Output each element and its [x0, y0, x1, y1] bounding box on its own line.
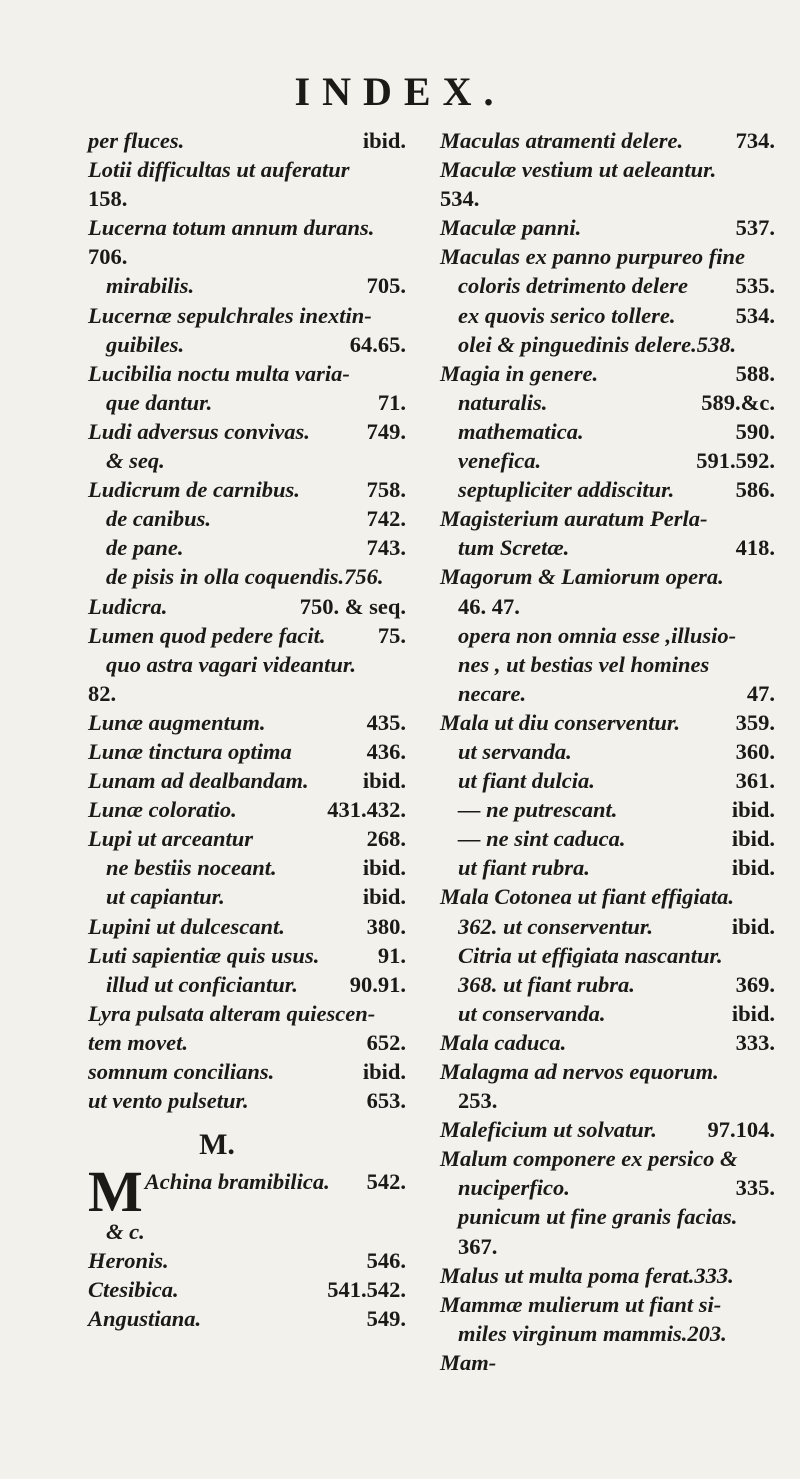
index-entry [440, 737, 775, 766]
entry-page-ref [398, 562, 406, 591]
entry-term: Citria ut effigiata nascantur. [458, 942, 723, 968]
index-entry [88, 330, 406, 359]
entry-page-ref [398, 184, 406, 213]
entry-term: Malagma ad nervos equorum. [440, 1059, 719, 1084]
entry-term: ex quovis serico tollere. [458, 302, 676, 328]
entry-term: ut servanda. [458, 738, 572, 764]
index-entry [440, 824, 775, 853]
index-entry [440, 1057, 775, 1086]
entry-term: Angustiana. [88, 1306, 202, 1332]
index-entry [88, 592, 406, 621]
index-entry [440, 1086, 775, 1115]
index-entry [440, 359, 775, 388]
index-entry [440, 1173, 775, 1202]
entry-page-ref: 535. [735, 273, 775, 299]
entry-term: Lumen quod pedere facit. [88, 622, 326, 648]
entry-page-ref: 705. [366, 273, 406, 299]
entry-page-ref: 436. [366, 738, 406, 764]
entry-page-ref [767, 1086, 775, 1115]
entry-page-ref: 750. & seq. [299, 593, 406, 619]
dropcap-entry [88, 1159, 406, 1225]
entry-page-ref: ibid. [362, 855, 406, 881]
index-entry [440, 242, 775, 271]
index-entry [440, 882, 775, 911]
entry-page-ref: 534. [735, 302, 775, 328]
entry-page-ref: ibid. [731, 1000, 775, 1026]
index-entry [88, 155, 406, 184]
entry-term: Maleficium ut solvatur. [440, 1117, 657, 1143]
entry-term: 706. [88, 244, 128, 270]
entry-term: Luti sapientiæ quis usus. [88, 942, 320, 968]
index-entry [88, 242, 406, 271]
entry-page-ref: ibid. [362, 128, 406, 153]
index-entry [440, 679, 775, 708]
entry-page-ref: 541.542. [327, 1277, 406, 1303]
entry-page-ref: 586. [735, 477, 775, 503]
entry-page-ref [398, 242, 406, 271]
entry-page-ref: ibid. [362, 1059, 406, 1084]
entry-term: Heronis. [88, 1248, 169, 1274]
entry-page-ref [767, 1202, 775, 1231]
entry-term: 82. [88, 680, 117, 706]
index-entry [440, 330, 775, 359]
entry-page-ref [767, 1348, 775, 1377]
index-entry [88, 271, 406, 300]
entry-page-ref [398, 359, 406, 388]
entry-term: Maculæ vestium ut aeleantur. [440, 157, 717, 183]
entry-page-ref: 75. [377, 622, 406, 648]
entry-page-ref: ibid. [731, 913, 775, 939]
entry-page-ref [767, 562, 775, 591]
index-entry [440, 999, 775, 1028]
entry-term: de pisis in olla coquendis.756. [106, 564, 384, 590]
entry-term: & c. [106, 1219, 145, 1245]
entry-term: — ne putrescant. [458, 797, 618, 823]
entry-term: Lucernæ sepulchrales inextin- [88, 302, 372, 328]
index-entry [440, 213, 775, 242]
index-entry [440, 126, 775, 155]
entry-page-ref: 749. [366, 418, 406, 444]
entry-term: & seq. [106, 448, 165, 474]
index-entry [88, 213, 406, 242]
entry-page-ref: 359. [735, 709, 775, 735]
entry-page-ref [767, 155, 775, 184]
entry-term: Malus ut multa poma ferat.333. [440, 1262, 734, 1288]
entry-term: Ctesibica. [88, 1277, 179, 1303]
entry-page-ref [767, 330, 775, 359]
index-entry [88, 941, 406, 970]
entry-page-ref: 589.&c. [701, 389, 775, 415]
index-entry [440, 1028, 775, 1057]
entry-term: — ne sint caduca. [458, 826, 626, 852]
entry-page-ref: 542. [366, 1169, 406, 1195]
entry-term: Lotii difficultas ut auferatur [88, 157, 350, 183]
index-entry [88, 1217, 406, 1246]
entry-term: Lucibilia noctu multa varia- [88, 360, 350, 386]
entry-term: ut capiantur. [106, 884, 225, 910]
index-entry [440, 1202, 775, 1231]
entry-term: Magisterium auratum Perla- [440, 506, 708, 532]
entry-term: nes , ut bestias vel homines [458, 651, 710, 677]
index-entry [440, 184, 775, 213]
entry-page-ref [398, 446, 406, 475]
index-entry [88, 650, 406, 679]
entry-term: Lunæ coloratio. [88, 797, 237, 823]
entry-term: 362. ut conserventur. [458, 913, 654, 939]
entry-term: Maculæ panni. [440, 215, 582, 241]
entry-term: guibiles. [106, 331, 185, 357]
entry-term: 253. [458, 1088, 498, 1114]
entry-term: tem movet. [88, 1029, 188, 1055]
entry-page-ref [767, 621, 775, 650]
entry-term: Lunæ augmentum. [88, 709, 266, 735]
entry-page-ref [767, 882, 775, 911]
dropcap-letter: M [88, 1159, 143, 1225]
index-entry [440, 533, 775, 562]
index-entry [88, 533, 406, 562]
entry-page-ref: 71. [377, 389, 406, 415]
entry-page-ref: 549. [366, 1306, 406, 1332]
index-entry [440, 475, 775, 504]
index-entry [88, 417, 406, 446]
entry-page-ref [767, 1232, 775, 1261]
index-entry [88, 737, 406, 766]
entry-page-ref [767, 941, 775, 970]
entry-term: Mala ut diu conserventur. [440, 709, 681, 735]
entry-page-ref: 653. [366, 1088, 406, 1114]
entry-page-ref: 537. [735, 215, 775, 241]
entry-term: Mammæ mulierum ut fiant si- [440, 1291, 722, 1317]
entry-term: Lyra pulsata alteram quiescen- [88, 1000, 376, 1026]
entry-page-ref [767, 184, 775, 213]
entry-page-ref: ibid. [362, 884, 406, 910]
entry-page-ref: 591.592. [696, 448, 775, 474]
entry-term: Magia in genere. [440, 360, 599, 386]
entry-page-ref [398, 679, 406, 708]
entry-term: Magorum & Lamiorum opera. [440, 564, 724, 590]
index-entry [440, 941, 775, 970]
entry-term: 534. [440, 186, 480, 212]
entry-page-ref: 97.104. [707, 1117, 775, 1143]
section-letter: M. [199, 1128, 235, 1162]
index-entry [88, 1086, 406, 1115]
entry-page-ref: 64.65. [349, 331, 406, 357]
entry-term: Achina bramibilica. [144, 1169, 330, 1195]
entry-term: necare. [458, 680, 527, 706]
index-entry [88, 912, 406, 941]
entry-term: coloris detrimento delere [458, 273, 688, 299]
index-entry [88, 766, 406, 795]
entry-term: Ludicrum de carnibus. [88, 477, 300, 503]
index-entry [440, 271, 775, 300]
index-entry [88, 795, 406, 824]
entry-page-ref [767, 1261, 775, 1290]
right-column [440, 126, 775, 1377]
entry-term: Lupi ut arceantur [88, 826, 254, 852]
entry-term: 368. ut fiant rubra. [458, 971, 635, 997]
page-header: INDEX. [294, 69, 506, 114]
index-entry [88, 1304, 406, 1333]
entry-page-ref: 369. [735, 971, 775, 997]
entry-term: ne bestiis noceant. [106, 855, 277, 881]
entry-page-ref: 91. [377, 942, 406, 968]
entry-page-ref: 90.91. [349, 971, 406, 997]
entry-page-ref: ibid. [731, 797, 775, 823]
entry-term: Ludicra. [88, 593, 168, 619]
entry-page-ref [767, 242, 775, 271]
entry-term: ut vento pulsetur. [88, 1088, 249, 1114]
entry-term: quo astra vagari videantur. [106, 651, 357, 677]
index-entry [88, 970, 406, 999]
entry-term: Mala caduca. [440, 1029, 567, 1055]
entry-term: Maculas atramenti delere. [440, 128, 684, 153]
entry-page-ref: 435. [366, 709, 406, 735]
entry-page-ref: 431.432. [327, 797, 406, 823]
entry-term: somnum concilians. [88, 1059, 275, 1084]
entry-term: septupliciter addiscitur. [458, 477, 675, 503]
index-entry [440, 1261, 775, 1290]
entry-page-ref [398, 155, 406, 184]
index-entry [88, 562, 406, 591]
entry-page-ref: 590. [735, 418, 775, 444]
entry-term: de canibus. [106, 506, 212, 532]
index-entry [88, 999, 406, 1028]
entry-term: punicum ut fine granis facias. [458, 1204, 738, 1230]
entry-page-ref: 652. [366, 1029, 406, 1055]
index-entry [88, 359, 406, 388]
entry-term: Lunam ad dealbandam. [88, 768, 309, 794]
index-entry [440, 388, 775, 417]
index-entry [440, 650, 775, 679]
entry-page-ref: ibid. [731, 826, 775, 852]
entry-page-ref: 361. [735, 768, 775, 794]
entry-page-ref [398, 999, 406, 1028]
index-entry [440, 621, 775, 650]
index-entry [440, 970, 775, 999]
entry-page-ref: 380. [366, 913, 406, 939]
entry-term: ut fiant rubra. [458, 855, 590, 881]
index-entry [88, 853, 406, 882]
index-entry [88, 882, 406, 911]
entry-term: nuciperfico. [458, 1175, 570, 1201]
entry-page-ref: 546. [366, 1248, 406, 1274]
index-entry [440, 853, 775, 882]
entry-term: mathematica. [458, 418, 584, 444]
entry-term: ut conservanda. [458, 1000, 606, 1026]
entry-term: opera non omnia esse ,illusio- [458, 622, 737, 648]
entry-page-ref: ibid. [731, 855, 775, 881]
index-entry [88, 475, 406, 504]
entry-term: ut fiant dulcia. [458, 768, 595, 794]
index-entry [440, 766, 775, 795]
index-entry [440, 417, 775, 446]
entry-page-ref [767, 592, 775, 621]
entry-page-ref: 47. [746, 680, 775, 706]
index-entry [88, 679, 406, 708]
index-entry [440, 504, 775, 533]
entry-page-ref [767, 504, 775, 533]
entry-term: per fluces. [88, 128, 185, 153]
entry-term: Malum componere ex persico & [440, 1146, 738, 1172]
entry-page-ref: 333. [735, 1029, 775, 1055]
entry-page-ref: 335. [735, 1175, 775, 1201]
entry-page-ref: 734. [735, 128, 775, 153]
entry-term: tum Scretæ. [458, 535, 570, 561]
index-entry [88, 1057, 406, 1086]
index-entry [88, 446, 406, 475]
entry-page-ref [767, 1057, 775, 1086]
entry-term: Mala Cotonea ut fiant effigiata. [440, 884, 734, 910]
entry-term: mirabilis. [106, 273, 195, 299]
entry-page-ref [767, 1144, 775, 1173]
entry-page-ref [767, 1290, 775, 1319]
entry-page-ref: 758. [366, 477, 406, 503]
index-entry [440, 301, 775, 330]
entry-page-ref [398, 650, 406, 679]
left-column [88, 126, 406, 1334]
index-entry [88, 184, 406, 213]
entry-term: olei & pinguedinis delere.538. [458, 331, 737, 357]
entry-term: Mam- [440, 1349, 497, 1375]
index-entry [440, 446, 775, 475]
entry-page-ref: 742. [366, 506, 406, 532]
index-entry [440, 592, 775, 621]
index-entry [440, 1319, 775, 1348]
entry-page-ref: 268. [366, 826, 406, 852]
entry-page-ref [398, 301, 406, 330]
entry-page-ref [767, 1319, 775, 1348]
index-entry [88, 301, 406, 330]
index-entry [88, 126, 406, 155]
entry-page-ref [767, 650, 775, 679]
index-entry [440, 1290, 775, 1319]
entry-page-ref: 360. [735, 738, 775, 764]
entry-term: que dantur. [106, 389, 213, 415]
index-entry [440, 708, 775, 737]
index-entry [440, 1348, 775, 1377]
index-entry [440, 562, 775, 591]
entry-term: illud ut conficiantur. [106, 971, 298, 997]
index-entry [88, 388, 406, 417]
index-entry [440, 1115, 775, 1144]
index-entry [88, 1275, 406, 1304]
entry-term: Ludi adversus convivas. [88, 418, 310, 444]
index-entry [440, 155, 775, 184]
entry-term: venefica. [458, 448, 542, 474]
index-entry [440, 912, 775, 941]
index-entry [440, 1144, 775, 1173]
entry-term: 46. 47. [458, 593, 520, 619]
entry-term: Lupini ut dulcescant. [88, 913, 285, 939]
entry-term: de pane. [106, 535, 184, 561]
index-entry [440, 795, 775, 824]
index-entry [440, 1232, 775, 1261]
index-entry [88, 708, 406, 737]
entry-term: miles virginum mammis.203. [458, 1320, 727, 1346]
index-entry [88, 1028, 406, 1057]
entry-page-ref: 588. [735, 360, 775, 386]
entry-term: Lunæ tinctura optima [88, 738, 292, 764]
entry-term: 367. [458, 1233, 498, 1259]
entry-term: Maculas ex panno purpureo fine [440, 244, 746, 270]
entry-page-ref: 418. [735, 535, 775, 561]
index-entry [88, 1246, 406, 1275]
entry-term: Lucerna totum annum durans. [88, 215, 375, 241]
entry-page-ref [398, 213, 406, 242]
entry-page-ref: 743. [366, 535, 406, 561]
index-entry [88, 621, 406, 650]
index-entry [88, 824, 406, 853]
entry-term: naturalis. [458, 389, 548, 415]
entry-term: 158. [88, 186, 128, 212]
entry-page-ref [398, 1217, 406, 1246]
entry-page-ref: ibid. [362, 768, 406, 794]
index-entry [88, 504, 406, 533]
